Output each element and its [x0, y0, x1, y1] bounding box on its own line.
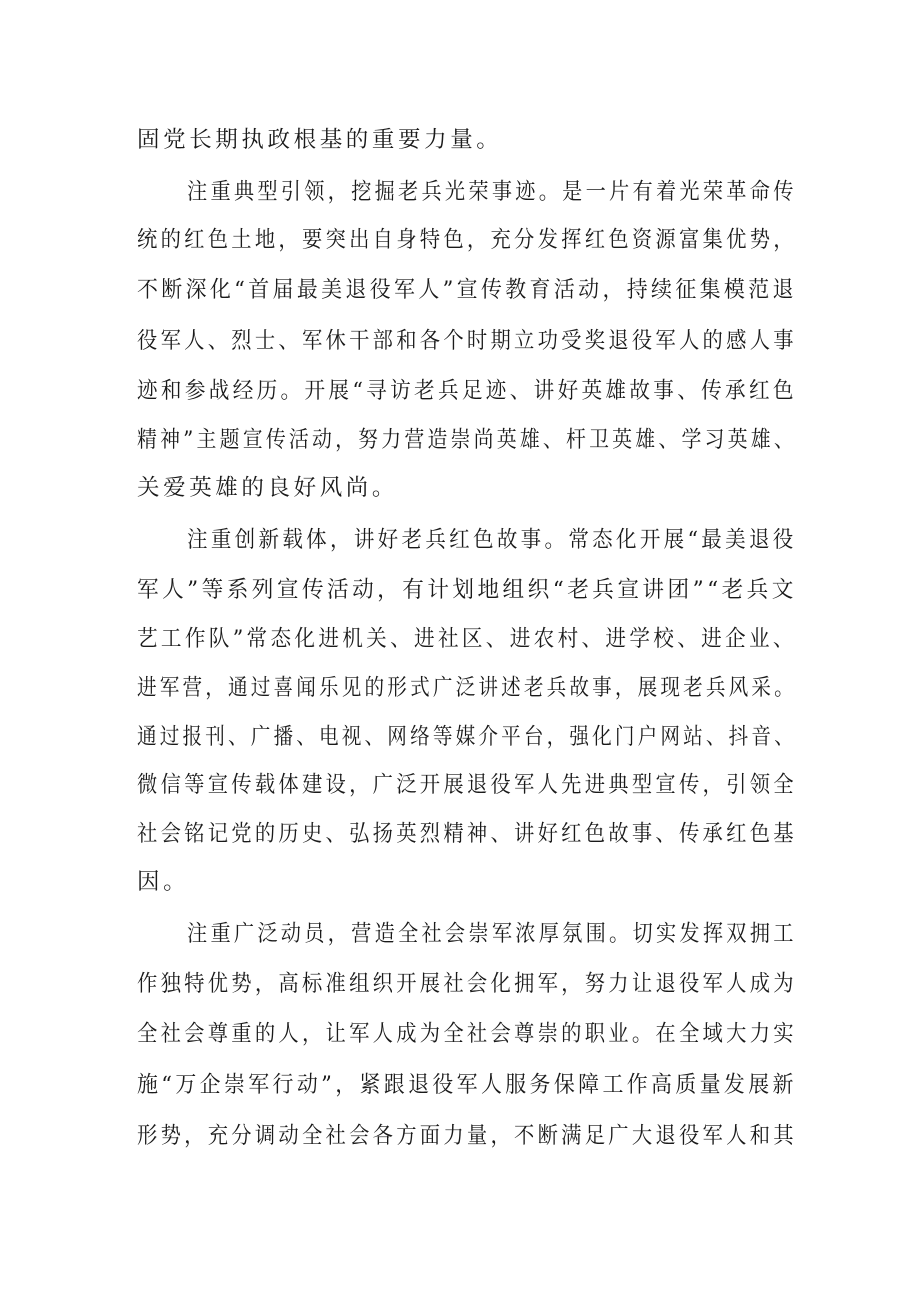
text-line: 精神”主题宣传活动，努力营造崇尚英雄、杆卫英雄、学习英雄、 [137, 427, 797, 453]
text-line: 军人”等系列宣传活动，有计划地组织“老兵宣讲团”“老兵文 [137, 577, 797, 603]
text-line: 固党长期执政根基的重要力量。 [137, 127, 503, 153]
text-line: 进军营，通过喜闻乐见的形式广泛讲述老兵故事，展现老兵风采。 [137, 675, 797, 701]
text-line: 不断深化“首届最美退役军人”宣传教育活动，持续征集模范退 [137, 277, 797, 303]
text-line: 役军人、烈士、军休干部和各个时期立功受奖退役军人的感人事 [137, 328, 797, 354]
text-line: 微信等宣传载体建设，广泛开展退役军人先进典型宣传，引领全 [137, 772, 797, 798]
text-line: 社会铭记党的历史、弘扬英烈精神、讲好红色故事、传承红色基 [137, 821, 797, 847]
paragraph-first-line: 注重广泛动员，营造全社会崇军浓厚氛围。切实发挥双拥工 [187, 921, 797, 947]
text-line: 因。 [137, 869, 190, 895]
text-line: 作独特优势，高标准组织开展社会化拥军，努力让退役军人成为 [137, 971, 797, 997]
paragraph-first-line: 注重创新载体，讲好老兵红色故事。常态化开展“最美退役 [187, 527, 797, 553]
text-line: 关爱英雄的良好风尚。 [137, 475, 399, 501]
text-line: 艺工作队”常态化进机关、进社区、进农村、进学校、进企业、 [137, 626, 797, 652]
text-line: 施“万企崇军行动”，紧跟退役军人服务保障工作高质量发展新 [137, 1072, 797, 1098]
text-line: 统的红色土地，要突出自身特色，充分发挥红色资源富集优势， [137, 227, 797, 253]
text-line: 迹和参战经历。开展“寻访老兵足迹、讲好英雄故事、传承红色 [137, 378, 797, 404]
text-line: 全社会尊重的人，让军人成为全社会尊崇的职业。在全域大力实 [137, 1021, 797, 1047]
text-line: 形势，充分调动全社会各方面力量，不断满足广大退役军人和其 [137, 1123, 797, 1149]
paragraph-first-line: 注重典型引领，挖掘老兵光荣事迹。是一片有着光荣革命传 [187, 179, 797, 205]
text-line: 通过报刊、广播、电视、网络等媒介平台，强化门户网站、抖音、 [137, 724, 797, 750]
